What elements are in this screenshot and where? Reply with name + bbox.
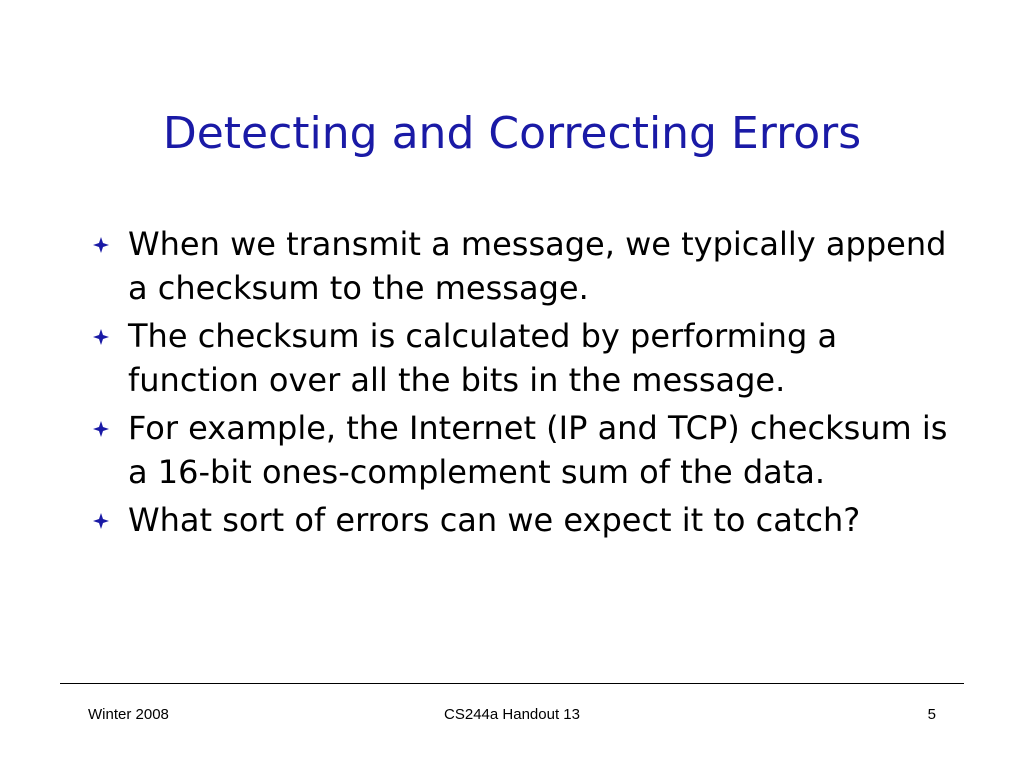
bullet-text: For example, the Internet (IP and TCP) checksum is a 16-bit ones-complement sum of the data.: [128, 409, 948, 491]
diamond-bullet-icon: [92, 328, 110, 346]
diamond-bullet-icon: [92, 236, 110, 254]
bullet-item: [92, 406, 952, 494]
diamond-bullet-icon: [92, 512, 110, 530]
footer-divider: [60, 683, 964, 684]
bullet-item: [92, 314, 952, 402]
bullet-text: When we transmit a message, we typically append a checksum to the message.: [128, 225, 947, 307]
bullet-list: [92, 222, 952, 546]
footer-term: Winter 2008: [88, 706, 169, 723]
page-number: 5: [927, 706, 936, 723]
bullet-item: [92, 222, 952, 310]
slide-title: Detecting and Correcting Errors: [162, 108, 862, 159]
bullet-text: What sort of errors can we expect it to catch?: [128, 501, 861, 539]
bullet-item: [92, 498, 952, 542]
diamond-bullet-icon: [92, 420, 110, 438]
bullet-text: The checksum is calculated by performing a function over all the bits in the message.: [128, 317, 838, 399]
footer-course: CS244a Handout 13: [444, 706, 580, 723]
